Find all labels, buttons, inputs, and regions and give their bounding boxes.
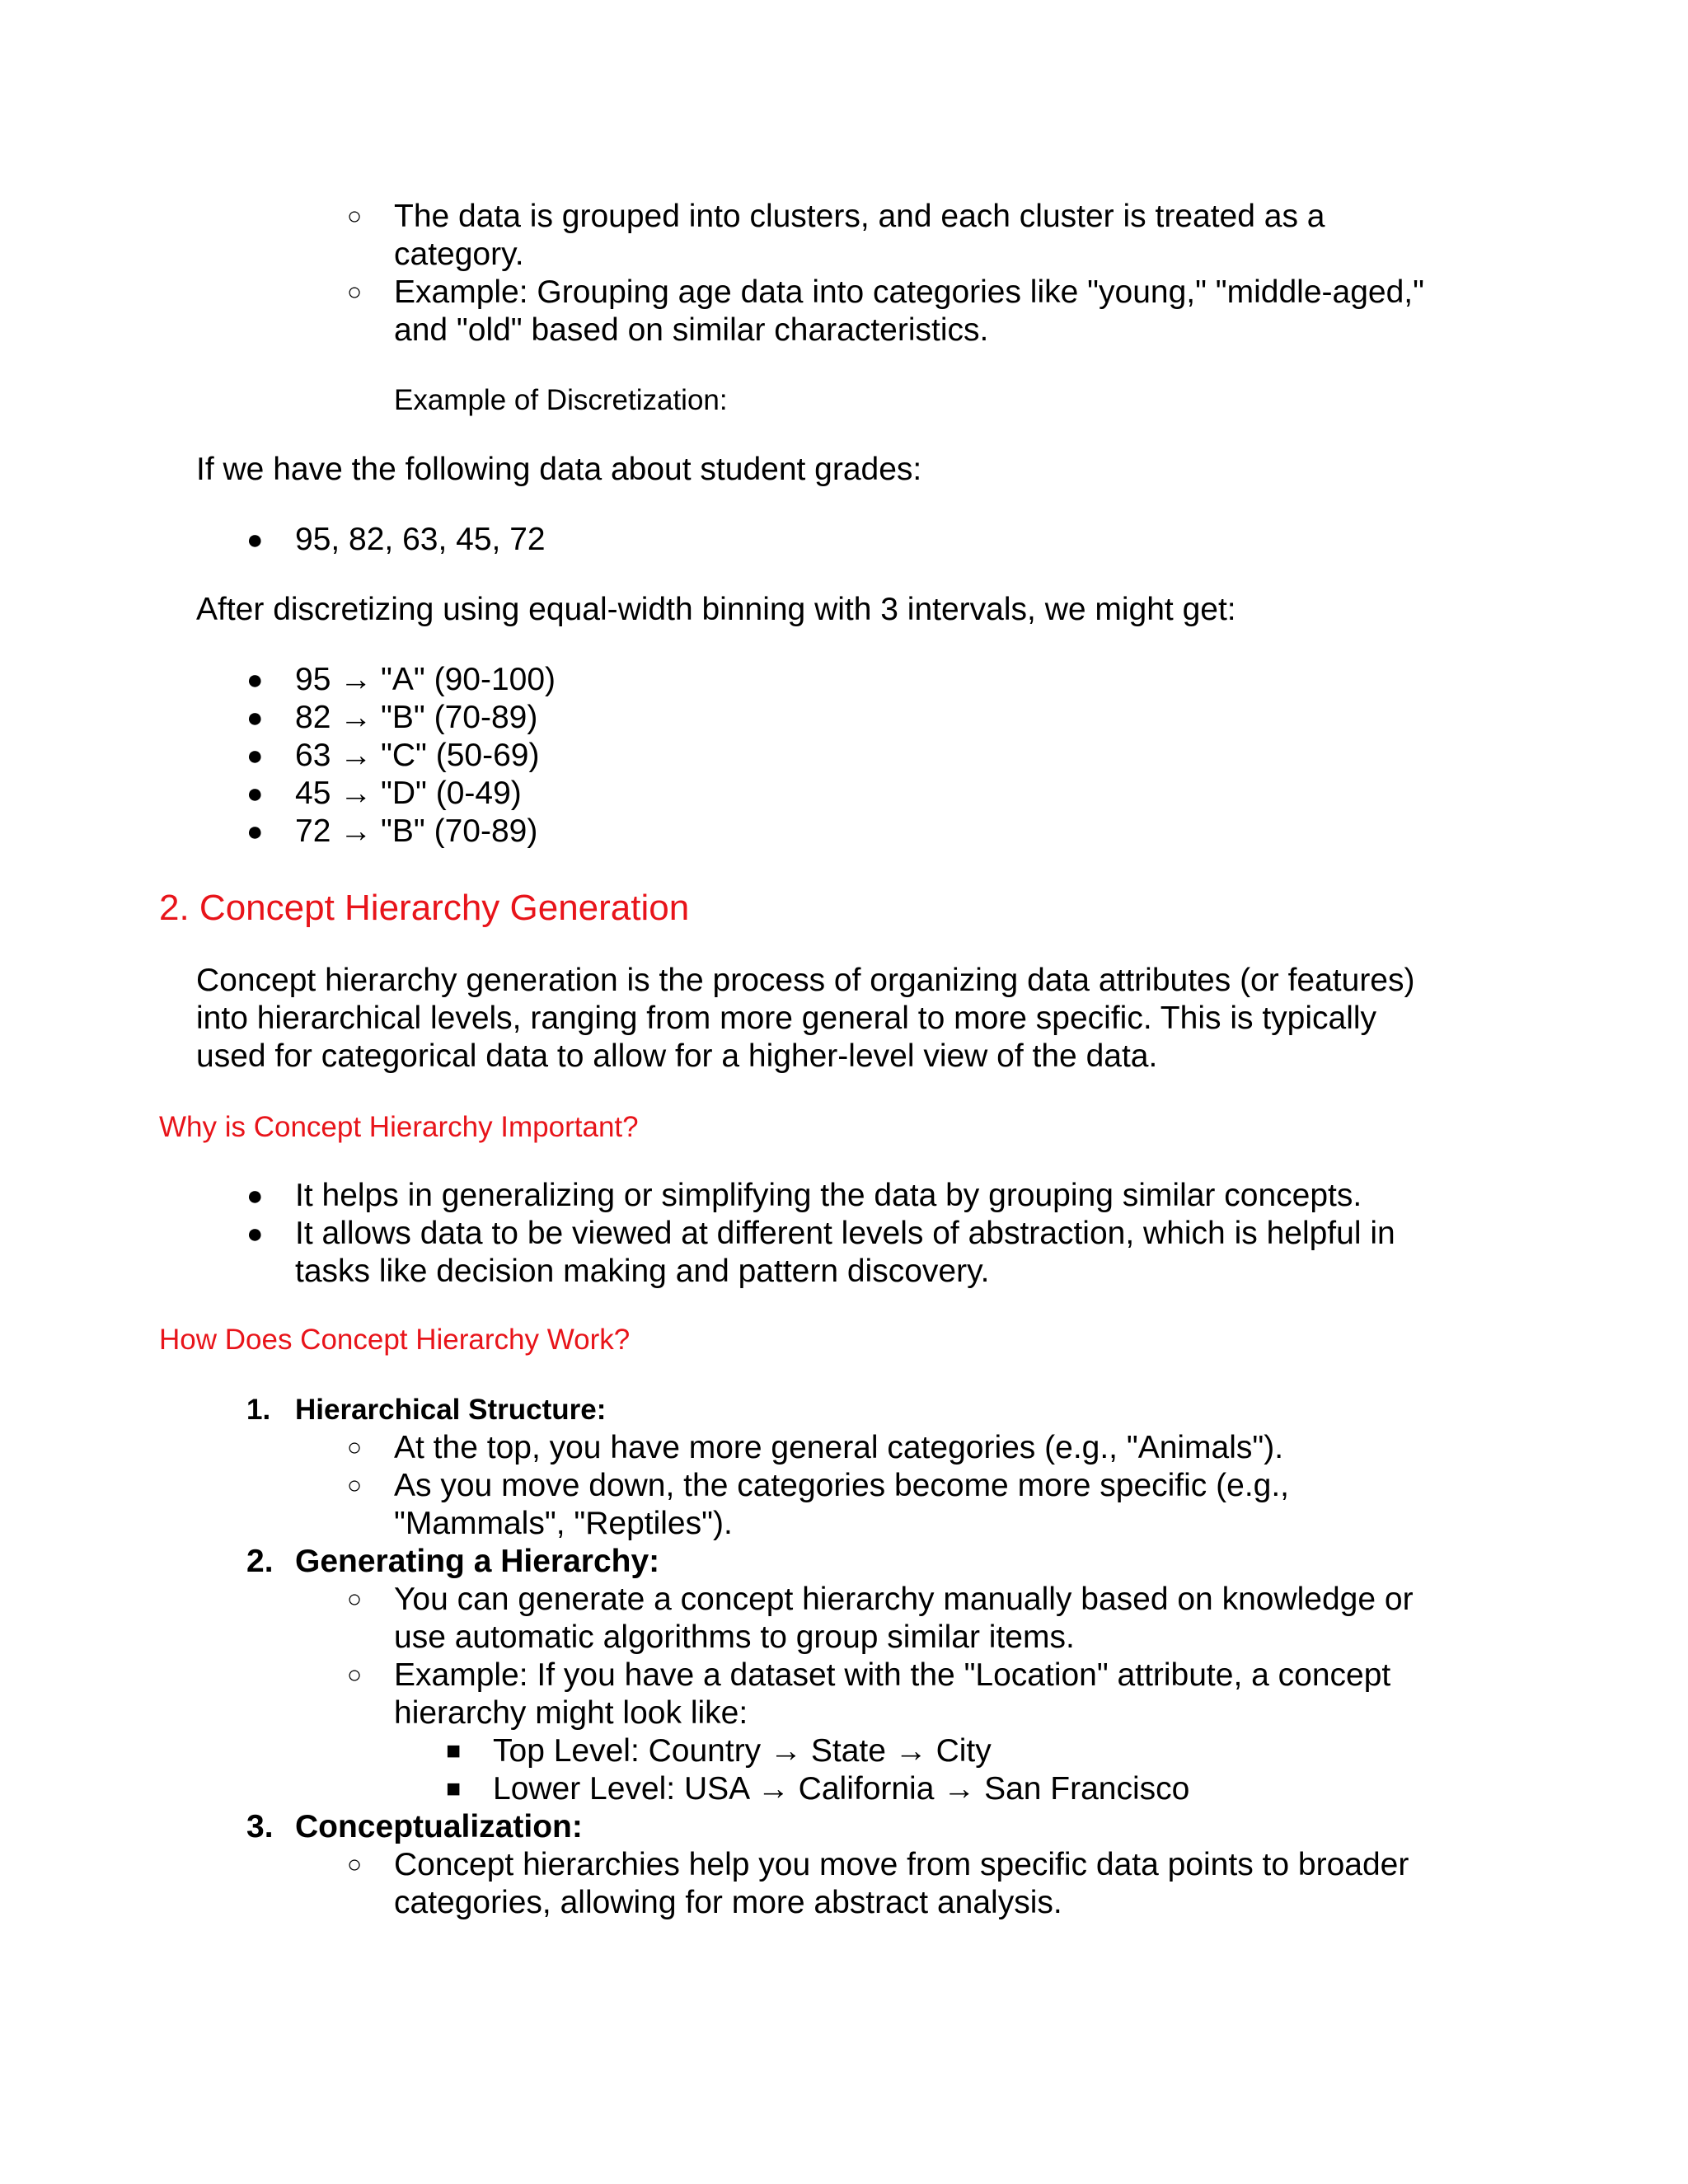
- list-item-text: Example: If you have a dataset with the "Location" attribute, a concept: [394, 1657, 1391, 1693]
- list-item-text: 63 → "C" (50-69): [295, 738, 540, 773]
- list-item-text: It allows data to be viewed at different levels of abstraction, which is helpful in: [295, 1216, 1395, 1251]
- bullet-icon: ●: [246, 664, 264, 696]
- list-item-text: 95, 82, 63, 45, 72: [295, 522, 546, 557]
- bullet-icon: ●: [246, 702, 264, 733]
- list-item-text: It helps in generalizing or simplifying the data by grouping similar concepts.: [295, 1178, 1362, 1213]
- list-item-text: category.: [394, 237, 524, 272]
- list-item-text: Example: Grouping age data into categories like "young," "middle-aged,": [394, 274, 1424, 310]
- list-item-text: As you move down, the categories become more specific (e.g.,: [394, 1468, 1290, 1503]
- list-item-text: "Mammals", "Reptiles").: [394, 1506, 733, 1541]
- paragraph: into hierarchical levels, ranging from more general to more specific. This is typically: [196, 1001, 1377, 1036]
- paragraph: If we have the following data about student grades:: [196, 452, 922, 487]
- bullet-icon: ●: [246, 524, 264, 555]
- section-heading: 2. Concept Hierarchy Generation: [159, 888, 690, 928]
- list-number: 1.: [246, 1394, 271, 1426]
- step-title: Generating a Hierarchy:: [295, 1544, 660, 1579]
- circle-bullet-icon: ○: [347, 1472, 363, 1499]
- subsection-heading: How Does Concept Hierarchy Work?: [159, 1324, 631, 1356]
- paragraph: Concept hierarchy generation is the process of organizing data attributes (or features): [196, 963, 1415, 998]
- list-item-text: use automatic algorithms to group similar items.: [394, 1619, 1075, 1655]
- bullet-icon: ●: [246, 816, 264, 847]
- list-item-text: Concept hierarchies help you move from specific data points to broader: [394, 1847, 1409, 1882]
- list-item-text: The data is grouped into clusters, and each cluster is treated as a: [394, 199, 1325, 234]
- circle-bullet-icon: ○: [347, 1851, 363, 1878]
- square-bullet-icon: ■: [446, 1775, 462, 1802]
- example-heading: Example of Discretization:: [394, 384, 728, 416]
- step-title: Hierarchical Structure:: [295, 1394, 607, 1426]
- list-item-text: Top Level: Country → State → City: [493, 1733, 992, 1769]
- list-item-text: 95 → "A" (90-100): [295, 662, 556, 697]
- list-number: 2.: [246, 1544, 274, 1579]
- list-item-text: At the top, you have more general categories (e.g., "Animals").: [394, 1430, 1284, 1465]
- paragraph: used for categorical data to allow for a higher-level view of the data.: [196, 1038, 1158, 1074]
- bullet-icon: ●: [246, 740, 264, 771]
- list-item-text: You can generate a concept hierarchy manually based on knowledge or: [394, 1582, 1414, 1617]
- bullet-icon: ●: [246, 778, 264, 809]
- circle-bullet-icon: ○: [347, 279, 363, 306]
- circle-bullet-icon: ○: [347, 1434, 363, 1461]
- list-item-text: 45 → "D" (0-49): [295, 776, 522, 811]
- list-item-text: 72 → "B" (70-89): [295, 813, 538, 849]
- square-bullet-icon: ■: [446, 1737, 462, 1765]
- circle-bullet-icon: ○: [347, 203, 363, 230]
- paragraph: After discretizing using equal-width binning with 3 intervals, we might get:: [196, 592, 1236, 627]
- circle-bullet-icon: ○: [347, 1661, 363, 1689]
- list-item-text: and "old" based on similar characteristics.: [394, 312, 989, 348]
- bullet-icon: ●: [246, 1218, 264, 1249]
- list-item-text: tasks like decision making and pattern discovery.: [295, 1254, 990, 1289]
- list-item-text: categories, allowing for more abstract analysis.: [394, 1885, 1062, 1920]
- circle-bullet-icon: ○: [347, 1586, 363, 1613]
- list-item-text: 82 → "B" (70-89): [295, 700, 538, 735]
- subsection-heading: Why is Concept Hierarchy Important?: [159, 1111, 639, 1143]
- bullet-icon: ●: [246, 1180, 264, 1212]
- step-title: Conceptualization:: [295, 1809, 583, 1844]
- list-item-text: hierarchy might look like:: [394, 1695, 748, 1731]
- list-item-text: Lower Level: USA → California → San Francisco: [493, 1771, 1190, 1807]
- list-number: 3.: [246, 1809, 274, 1844]
